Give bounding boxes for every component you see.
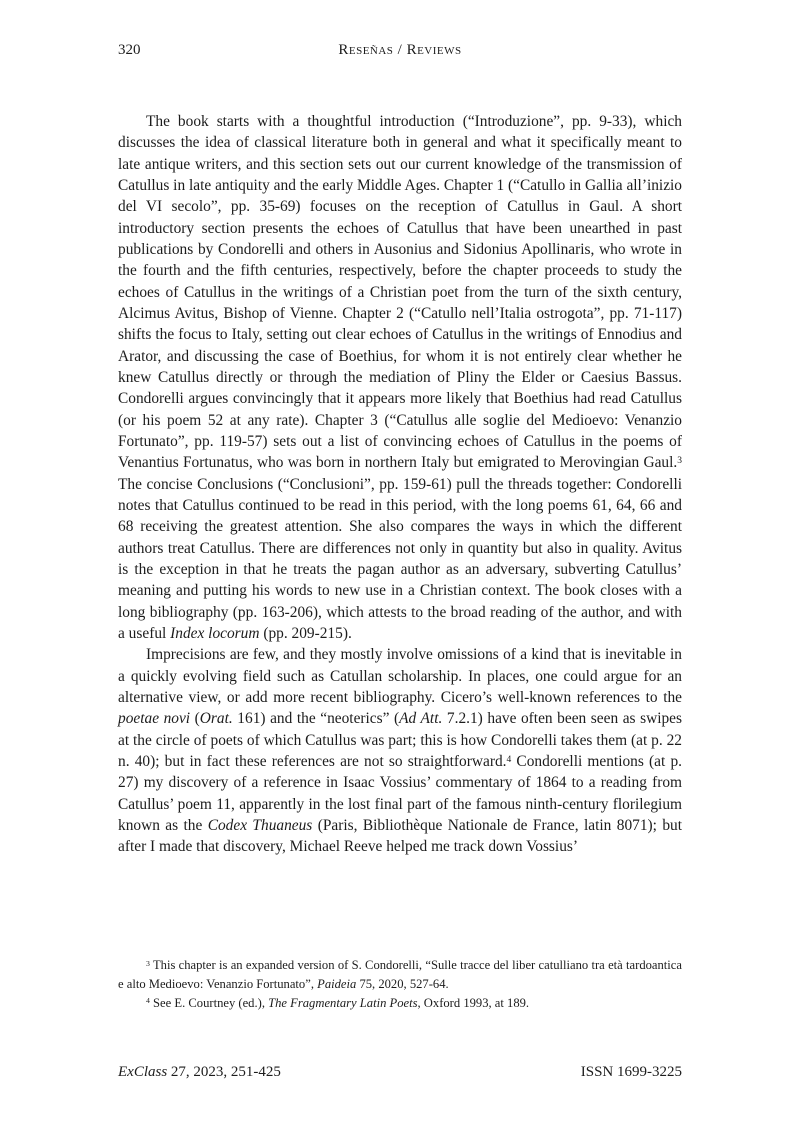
text-run-italic: Orat. bbox=[199, 710, 233, 728]
text-run: Condorelli mentions (at p. 27) my discovery of a reference in Isaac Vossius’ commentary of 1864 to a reading from Catullus’ poem 11, apparently in the lost final part of the famous ninth-century florilegium known as the bbox=[118, 752, 682, 834]
text-run: See E. Courtney (ed.), bbox=[149, 995, 269, 1010]
footnotes-section bbox=[118, 956, 682, 1013]
text-run: 7.2.1) have often been seen as swipes at the circle of poets of which Catullus was part; this is how Condorelli takes them (at p. 22 n. 40); but in fact these references are not so straightforward. bbox=[118, 710, 682, 770]
text-run: 161) and the “neoterics” ( bbox=[232, 710, 400, 728]
text-run-italic: The Fragmentary Latin Poets bbox=[268, 995, 418, 1010]
page-number: 320 bbox=[118, 42, 141, 58]
citation-detail: 27, 2023, 251-425 bbox=[167, 1064, 281, 1080]
footnote-ref-4: 4 bbox=[506, 753, 512, 765]
footnote-3 bbox=[118, 956, 682, 994]
issn: ISSN 1699-3225 bbox=[580, 1064, 682, 1080]
text-run: The concise Conclusions (“Conclusioni”, pp. 159-61) pull the threads together: Condorelli notes that Catullus continued to be read in this period, with the long poems 61, 64, 66 and 68 receiving the greatest attention. She also compares the ways in which the different authors treat Catullus. There are differences not only in quantity but also in quality. Avitus is the exception in that he treats the pagan author as an adversary, subverting Catullus’ meaning and putting his words to new use in a Christian context. The book closes with a long bibliography (pp. 163-206), which attests to the broad reading of the author, and with a useful bbox=[118, 475, 682, 642]
page-header bbox=[118, 42, 682, 64]
text-run: , Oxford 1993, at 189. bbox=[417, 995, 530, 1010]
text-run-italic: Paideia bbox=[317, 976, 357, 991]
text-run: This chapter is an expanded version of S. Condorelli, “Sulle tracce del liber catulliano tra età tardoantica e alto Medioevo: Venanzio Fortunato”, bbox=[118, 958, 682, 991]
journal-title: ExClass bbox=[118, 1064, 168, 1080]
text-run: The book starts with a thoughtful introduction (“Introduzione”, pp. 9-33), which discusses the idea of classical literature both in general and what it specifically meant to late antique writers, and this section sets out our current knowledge of the transmission of Catullus in late antiquity and the early Middle Ages. Chapter 1 (“Catullo in Gallia all’inizio del VI secolo”, pp. 35-69) focuses on the reception of Catullus in Gaul. A short introductory section presents the echoes of Catullus that have been unearthed in past publications by Condorelli and others in Ausonius and Sidonius Apollinaris, who wrote in the fourth and the fifth centuries, respectively, before the chapter proceeds to study the echoes of Catullus in the writings of a Christian poet from the turn of the sixth century, Alcimus Avitus, Bishop of Vienne. Chapter 2 (“Catullo nell’Italia ostrogota”, pp. 71-117) shifts the focus to Italy, setting out clear echoes of Catullus in the writings of Ennodius and Arator, and discussing the case of Boethius, for whom it is not entirely clear whether he knew Catullus directly or through the mediation of Pliny the Elder or Caesius Bassus. Condorelli argues convincingly that it appears more likely that Boethius had read Catullus (or his poem 52 at any rate). Chapter 3 (“Catullus alle soglie del Medioevo: Venanzio Fortunato”, pp. 119-57) sets out a list of convincing echoes of Catullus in the poems of Venantius Fortunatus, who was born in northern Italy but emigrated to Merovingian Gaul. bbox=[118, 113, 682, 472]
running-head: Reseñas / Reviews bbox=[338, 42, 462, 58]
text-run: Imprecisions are few, and they mostly involve omissions of a kind that is inevitable in a quickly evolving field such as Catullan scholarship. In places, one could argue for an alternative view, or add more recent bibliography. Cicero’s well-known references to the bbox=[118, 646, 682, 706]
text-run: 75, 2020, 527-64. bbox=[356, 976, 449, 991]
text-run-italic: Ad Att. bbox=[399, 710, 443, 728]
paragraph-2 bbox=[118, 644, 682, 857]
text-run: (Paris, Bibliothèque Nationale de France, latin 8071); but after I made that discovery, Michael Reeve helped me track down Vossius’ bbox=[118, 816, 683, 856]
text-run: (pp. 209-215). bbox=[259, 624, 352, 642]
journal-citation bbox=[118, 1064, 281, 1081]
footnote-4 bbox=[118, 994, 682, 1013]
footnote-marker-4: 4 bbox=[146, 996, 150, 1006]
text-run-italic: poetae novi bbox=[118, 710, 191, 728]
article-body bbox=[118, 111, 682, 857]
footnote-ref-3: 3 bbox=[677, 454, 682, 466]
footnote-marker-3: 3 bbox=[146, 958, 150, 968]
text-run-italic: Index locorum bbox=[170, 624, 260, 642]
text-run: ( bbox=[190, 710, 200, 728]
page-footer bbox=[118, 1064, 682, 1081]
text-run-italic: Codex Thuaneus bbox=[207, 816, 313, 834]
paragraph-1 bbox=[118, 111, 682, 644]
